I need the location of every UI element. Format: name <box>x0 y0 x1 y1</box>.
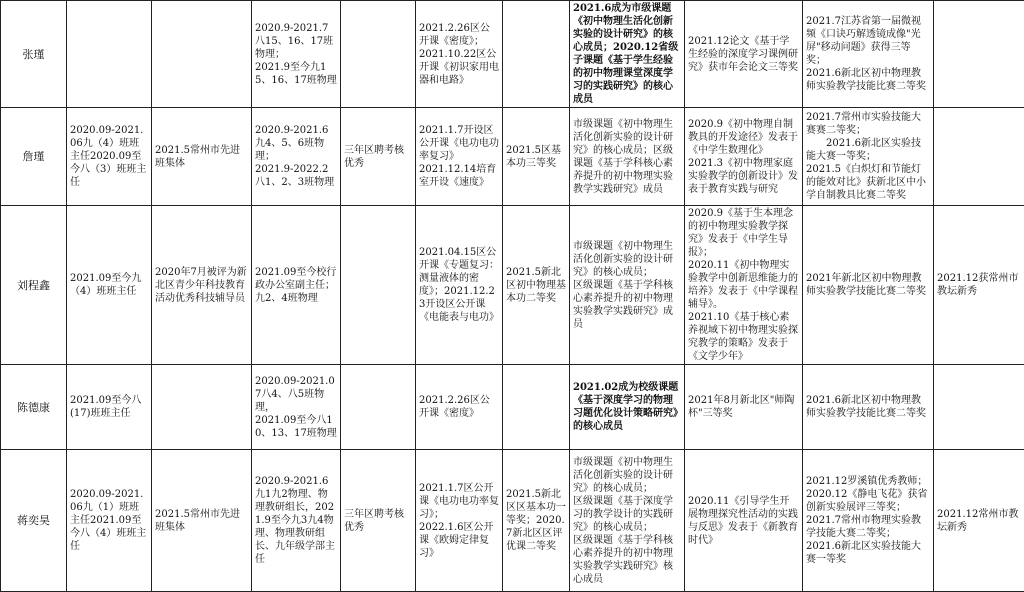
table-row <box>1 365 1024 450</box>
basic-skill-cell <box>503 365 570 450</box>
teaching-duty-cell: 2020.09-2021.07八4、八5班物理， 2021.09至今八10、13、17班物理 <box>252 365 341 450</box>
teaching-duty-cell: 2020.9-2021.6九1九2物理、物理教研组长，2021.9至今九3九4物理、物理教研组长、九年级学部主任 <box>252 450 341 592</box>
research-project-cell: 市级课题《初中物理生活化创新实验的设计研究》的核心成员； 区级课题《基于深度学习的教学设计的实践研究》的核心成员； 区级课题《基于学科核心素养提升的初中物理实验教学实践研究》核心成员 <box>570 450 685 592</box>
assessment-cell <box>341 365 416 450</box>
head-teacher-cell: 2021.09至今九（4）班班主任 <box>67 206 152 365</box>
competition-award-cell: 2021.12罗溪镇优秀教师； 2020.12《静电飞花》获省创新实验展评三等奖； 2021.7常州市物理实验教学技能大赛二等奖； 2021.6新北区实验技能大赛一等奖 <box>803 450 934 592</box>
class-honor-cell: 2021.5常州市先进班集体 <box>152 450 252 592</box>
table-row <box>1 108 1024 206</box>
open-class-cell: 2021.04.15区公开课《专题复习：测量液体的密度》；2021.12.23开设区公开课《电能表与电功》 <box>416 206 503 365</box>
class-honor-cell <box>152 365 252 450</box>
competition-award-cell: 2021.6新北区初中物理教师实验教学技能比赛二等奖 <box>803 365 934 450</box>
table-row <box>1 206 1024 365</box>
paper-cell: 2020.11《引导学生开展物理探究性活动的实践与反思》发表于《新教育时代》 <box>685 450 803 592</box>
assessment-cell: 三年区聘考核优秀 <box>341 450 416 592</box>
teacher-name: 蒋奕昊 <box>1 450 67 592</box>
teacher-name: 詹瑾 <box>1 108 67 206</box>
head-teacher-cell: 2020.09-2021.06九（4）班班主任2020.09至今八（3）班班主任 <box>67 108 152 206</box>
city-honor-cell: 2021.12常州市教坛新秀 <box>934 450 1024 592</box>
paper-cell: 2021.12论文《基于学生经验的深度学习课例研究》获市年会论文三等奖 <box>685 1 803 108</box>
research-project-cell: 市级课题《初中物理生活化创新实验的设计研究》的核心成员；区级课题《基于学科核心素养提升的初中物理实验教学实践研究》成员 <box>570 108 685 206</box>
paper-cell: 2020.9《基于生本理念的初中物理实验教学探究》发表于《中学生导报》； 2020.11《初中物理实验教学中创新思维能力的培养》发表于《中学课程辅导》。 2021.10《基于核心素养视域下初中物理实验探究教学的策略》发表于《文学少年》 <box>685 206 803 365</box>
open-class-cell: 2021.1.7区公开课《电功电功率复习》； 2022.1.6区公开课《欧姆定律复习》 <box>416 450 503 592</box>
city-honor-cell <box>934 1 1024 108</box>
teacher-name: 张瑾 <box>1 1 67 108</box>
class-honor-cell: 2021.5常州市先进班集体 <box>152 108 252 206</box>
city-honor-cell: 2021.12获常州市教坛新秀 <box>934 206 1024 365</box>
competition-award-cell: 2021.7江苏省第一届微视频《口诀巧解透镜成像"光屏"移动问题》获得三等奖； 2021.6新北区初中物理教师实验教学技能比赛二等奖 <box>803 1 934 108</box>
basic-skill-cell: 2021.5区基本功三等奖 <box>503 108 570 206</box>
city-honor-cell <box>934 365 1024 450</box>
assessment-cell <box>341 1 416 108</box>
basic-skill-cell: 2021.5新北区区基本功一等奖；2020.7新北区区评优课二等奖 <box>503 450 570 592</box>
assessment-cell <box>341 206 416 365</box>
class-honor-cell: 2020年7月被评为新北区青少年科技教育活动优秀科技辅导员 <box>152 206 252 365</box>
head-teacher-cell: 2021.09至今八(17)班班主任 <box>67 365 152 450</box>
research-project-cell: 2021.6成为市级课题《初中物理生活化创新实验的设计研究》的核心成员；2020.12省级子课题《基于学生经验的初中物理课堂深度学习的实践研究》的核心成员 <box>570 1 685 108</box>
open-class-cell: 2021.1.7开设区公开课《电功电功率复习》 2021.12.14培育室开设《速度》 <box>416 108 503 206</box>
research-project-cell: 2021.02成为校级课题《基于深度学习的物理习题优化设计策略研究》的核心成员 <box>570 365 685 450</box>
teaching-duty-cell: 2020.9-2021.6 九4、5、6班物理； 2021.9-2022.2八1、2、3班物理 <box>252 108 341 206</box>
teaching-duty-cell: 2020.9-2021.7 八15、16、17班物理； 2021.9至今九15、16、17班物理 <box>252 1 341 108</box>
head-teacher-cell <box>67 1 152 108</box>
teacher-name: 刘程鑫 <box>1 206 67 365</box>
class-honor-cell <box>152 1 252 108</box>
table-row <box>1 1 1024 108</box>
competition-award-cell: 2021年新北区初中物理教师实验教学技能比赛二等奖 <box>803 206 934 365</box>
competition-award-cell: 2021.7常州市实验技能大赛赛二等奖； 2021.6新北区实验技能大赛一等奖； 2021.5《白炽灯和节能灯的能效对比》获新北区中小学自制教具比赛二等奖 <box>803 108 934 206</box>
basic-skill-cell <box>503 1 570 108</box>
paper-cell: 2020.9《初中物理自制教具的开发途径》发表于《中学生数理化》 2021.3《初中物理家庭实验教学的创新设计》发表于教育实践与研究 <box>685 108 803 206</box>
teacher-name: 陈德康 <box>1 365 67 450</box>
research-project-cell: 市级课题《初中物理生活化创新实验的设计研究》的核心成员； 区级课题《基于学科核心素养提升的初中物理实验教学实践研究》成员 <box>570 206 685 365</box>
teaching-duty-cell: 2021.09至今校行政办公室副主任； 九2、4班物理 <box>252 206 341 365</box>
city-honor-cell <box>934 108 1024 206</box>
open-class-cell: 2021.2.26区公开课《密度》 <box>416 365 503 450</box>
basic-skill-cell: 2021.5新北区初中物理基本功二等奖 <box>503 206 570 365</box>
paper-cell: 2021年8月新北区"师陶杯"三等奖 <box>685 365 803 450</box>
head-teacher-cell: 2020.09-2021.06九（1）班班主任2021.09至今八（4）班班主任 <box>67 450 152 592</box>
open-class-cell: 2021.2.26区公开课《密度》； 2021.10.22区公开课《初识家用电器和电路》 <box>416 1 503 108</box>
assessment-cell: 三年区聘考核优秀 <box>341 108 416 206</box>
table-row <box>1 450 1024 592</box>
